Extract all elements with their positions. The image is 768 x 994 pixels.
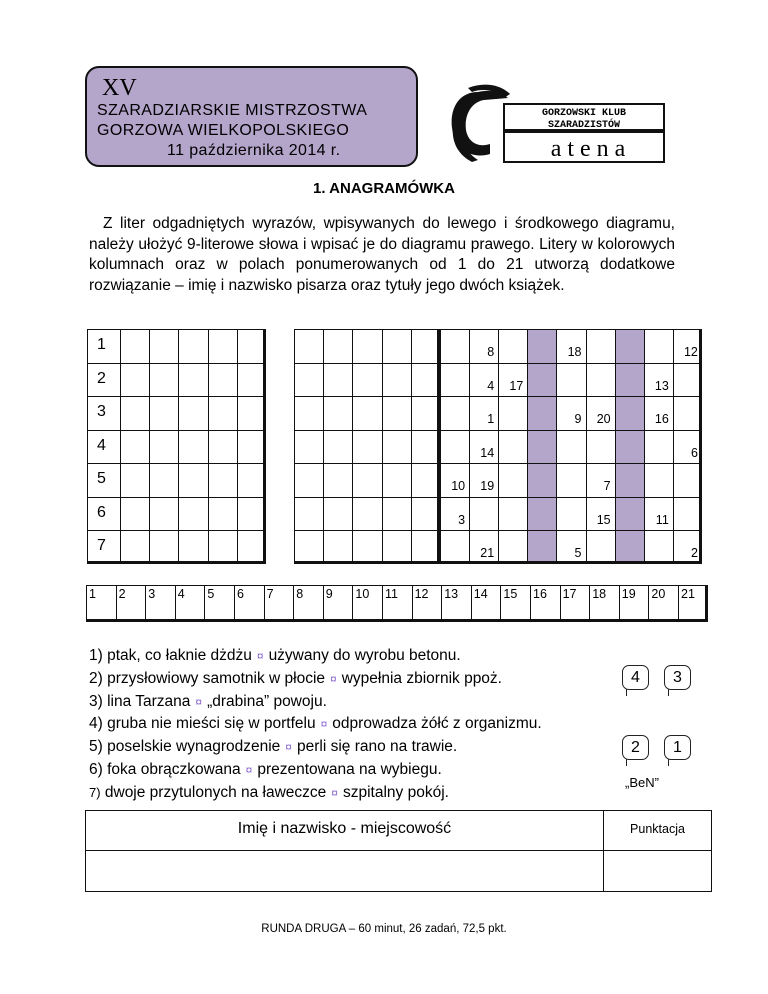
solution-vline	[619, 585, 620, 622]
cell-number: 20	[596, 412, 611, 426]
puzzle-title: 1. ANAGRAMÓWKA	[313, 180, 455, 197]
clue-text-a: foka obrączkowana	[107, 760, 241, 778]
solution-vline	[293, 585, 294, 622]
separator-icon: ¤	[245, 762, 253, 777]
left-diagram-hline	[87, 396, 266, 397]
middle-diagram-hline	[294, 463, 440, 464]
cell-number: 19	[480, 479, 495, 493]
cell-number: 9	[574, 412, 582, 426]
cell-number: 5	[574, 546, 582, 560]
cell-number: 10	[451, 479, 466, 493]
solution-cell-number[interactable]: 1	[89, 587, 96, 601]
solution-cell-number[interactable]: 13	[444, 587, 459, 601]
right-diagram-vline	[527, 329, 528, 564]
clue-text-b: prezentowana na wybiegu.	[257, 760, 442, 778]
solution-vline	[560, 585, 561, 622]
solution-vline	[648, 585, 649, 622]
solution-vline	[116, 585, 117, 622]
left-diagram-outline	[87, 329, 266, 564]
separator-icon: ¤	[256, 649, 264, 663]
row-number: 3	[97, 403, 106, 420]
solution-vline	[323, 585, 324, 622]
left-diagram-hline	[87, 463, 266, 464]
score-bubble: 1	[664, 735, 691, 760]
cell-number: 11	[655, 512, 669, 527]
clue-item	[89, 736, 542, 759]
row-number: 4	[97, 436, 106, 454]
solution-cell-number[interactable]: 8	[296, 587, 304, 601]
solution-cell-number[interactable]: 9	[325, 587, 333, 601]
clue-text-a: dwoje przytulonych na ławeczce	[104, 783, 327, 801]
score-bubble: 2	[622, 735, 649, 760]
cell-number: 4	[487, 378, 495, 393]
answer-box	[85, 810, 712, 892]
row-number: 5	[97, 470, 106, 487]
solution-cell-number[interactable]: 2	[118, 587, 126, 601]
logo-word: a t e n a	[550, 136, 626, 162]
cell-number: 1	[487, 412, 495, 426]
solution-cell-number[interactable]: 20	[651, 587, 666, 601]
separator-icon: ¤	[330, 671, 337, 686]
right-diagram-hline	[440, 363, 702, 364]
solution-cell-number[interactable]: 3	[148, 587, 156, 601]
clue-text-a: gruba nie mieści się w portfelu	[107, 715, 316, 733]
header-date: 11 października 2014 r.	[167, 142, 341, 159]
solution-cell-number[interactable]: 12	[414, 587, 429, 601]
clue-text-a: lina Tarzana	[107, 692, 191, 710]
separator-icon: ¤	[285, 740, 292, 755]
solution-cell-number[interactable]: 4	[177, 587, 185, 601]
left-diagram-vline	[178, 329, 179, 564]
solution-cell-number[interactable]: 5	[207, 587, 215, 601]
cell-number: 18	[567, 345, 582, 359]
clue-item	[89, 691, 542, 714]
clue-number: 7)	[89, 784, 101, 800]
row-number: 7	[97, 537, 106, 554]
right-diagram-hline	[440, 530, 702, 531]
puzzle-instructions: Z liter odgadniętych wyrazów, wpisywanych do lewego i środkowego diagramu, należy ułożyć 9-literowe słowa i wpisać je do diagramu prawego. Litery w kolorowych kolumnach oraz w polach ponumerowanych od 1 do 21 utworzą dodatkowe rozwiązanie – imię i nazwisko pisarza oraz tytuły jego dwóch książek.	[89, 215, 675, 294]
middle-diagram-vline	[323, 329, 324, 564]
solution-vline	[441, 585, 442, 622]
cell-number: 14	[480, 445, 495, 460]
middle-diagram-hline	[294, 530, 440, 531]
clue-text-b: odprowadza żółć z organizmu.	[332, 715, 542, 733]
solution-cell-number[interactable]: 21	[681, 587, 695, 601]
left-diagram-hline	[87, 530, 266, 531]
solution-cell-number[interactable]: 15	[503, 587, 518, 601]
right-diagram-hline	[440, 396, 702, 397]
row-number: 6	[97, 503, 106, 521]
clue-number: 6)	[89, 760, 103, 778]
solution-vline	[412, 585, 413, 622]
solution-vline	[530, 585, 531, 622]
solution-vline	[471, 585, 472, 622]
footer-note: RUNDA DRUGA – 60 minut, 26 zadań, 72,5 pkt.	[261, 923, 507, 935]
middle-diagram-hline	[294, 430, 440, 431]
header-line-1: SZARADZIARSKIE MISTRZOSTWA	[97, 102, 368, 119]
clue-item	[89, 668, 542, 691]
clue-list	[89, 645, 542, 805]
right-diagram-vline	[586, 329, 587, 564]
solution-cell-number[interactable]: 17	[562, 587, 577, 601]
middle-diagram-hline	[294, 363, 440, 364]
clue-text-b: szpitalny pokój.	[342, 783, 449, 801]
cell-number: 6	[690, 445, 698, 460]
clue-item	[89, 645, 542, 668]
cell-number: 7	[603, 479, 611, 493]
left-diagram-hline	[87, 363, 266, 364]
clue-number: 1)	[89, 647, 103, 664]
clue-text-b: „drabina” powoju.	[207, 692, 327, 710]
middle-diagram-hline	[294, 497, 440, 498]
right-diagram-vline	[644, 329, 645, 564]
solution-vline	[264, 585, 265, 622]
score-input-field[interactable]	[604, 851, 711, 891]
solution-vline	[589, 585, 590, 622]
solution-cell-number[interactable]: 11	[385, 587, 398, 601]
cell-number: 13	[654, 378, 669, 393]
solution-cell-number[interactable]: 18	[592, 587, 607, 601]
author-signature: „BeN”	[625, 775, 659, 790]
name-label: Imię i nazwisko - miejscowość	[86, 811, 604, 851]
solution-cell-number[interactable]: 14	[473, 587, 488, 601]
clue-item	[89, 759, 542, 782]
left-diagram-vline	[237, 329, 238, 564]
logo-line-1: GORZOWSKI KLUB	[541, 108, 627, 119]
clue-text-b: perli się rano na trawie.	[296, 738, 458, 756]
clue-number: 3)	[89, 692, 103, 710]
left-diagram-vline	[149, 329, 150, 564]
cell-number: 16	[654, 412, 669, 426]
clue-item	[89, 782, 542, 805]
middle-diagram-vline	[411, 329, 412, 564]
clue-text-a: przysłowiowy samotnik w płocie	[107, 669, 326, 687]
right-diagram-vline	[498, 329, 499, 564]
left-diagram-vline	[120, 329, 121, 564]
middle-diagram-vline	[352, 329, 353, 564]
separator-icon: ¤	[331, 785, 338, 800]
solution-cell-number[interactable]: 16	[533, 587, 547, 601]
solution-cell-number[interactable]: 7	[266, 587, 274, 601]
solution-vline	[352, 585, 353, 622]
right-diagram-hline	[440, 463, 702, 464]
right-diagram-vline	[615, 329, 616, 564]
score-bubble: 3	[664, 665, 691, 690]
name-input-field[interactable]	[86, 851, 604, 891]
header-line-2: GORZOWA WIELKOPOLSKIEGO	[97, 122, 350, 139]
cell-number: 15	[596, 512, 611, 527]
score-bubble: 4	[622, 665, 649, 690]
clue-text-b: wypełnia zbiornik ppoż.	[341, 669, 502, 687]
cell-number: 17	[509, 378, 524, 393]
logo-line-2: SZARADZISTÓW	[547, 120, 621, 131]
edition-number: XV	[102, 75, 137, 101]
clue-text-b: używany do wyrobu betonu.	[268, 647, 461, 664]
clue-number: 4)	[89, 715, 103, 733]
cell-number: 3	[458, 512, 466, 527]
left-diagram-vline	[208, 329, 209, 564]
row-number: 1	[97, 336, 106, 353]
row-number: 2	[97, 369, 106, 387]
solution-cell-number[interactable]: 10	[355, 587, 370, 601]
middle-diagram-outline	[294, 329, 440, 564]
separator-icon: ¤	[320, 717, 328, 732]
cell-number: 21	[480, 546, 495, 560]
left-diagram-hline	[87, 497, 266, 498]
cell-number: 2	[690, 546, 698, 560]
clue-item	[89, 713, 542, 736]
clue-number: 5)	[89, 738, 103, 756]
solution-vline	[678, 585, 679, 622]
cell-number: 12	[683, 345, 698, 359]
clue-text-a: ptak, co łaknie dżdżu	[107, 647, 252, 664]
clue-text-a: poselskie wynagrodzenie	[107, 738, 281, 756]
solution-cell-number[interactable]: 6	[237, 587, 244, 601]
solution-vline	[234, 585, 235, 622]
score-label: Punktacja	[604, 811, 711, 851]
right-diagram-hline	[440, 430, 702, 431]
middle-diagram-vline	[382, 329, 383, 564]
solution-vline	[382, 585, 383, 622]
middle-diagram-hline	[294, 396, 440, 397]
clue-number: 2)	[89, 669, 103, 687]
separator-icon: ¤	[195, 694, 203, 709]
right-diagram-vline	[556, 329, 557, 564]
left-diagram-hline	[87, 430, 266, 431]
cell-number: 8	[487, 345, 495, 359]
right-diagram-hline	[440, 497, 702, 498]
solution-vline	[145, 585, 146, 622]
solution-vline	[204, 585, 205, 622]
solution-vline	[500, 585, 501, 622]
solution-cell-number[interactable]: 19	[621, 587, 636, 601]
solution-vline	[175, 585, 176, 622]
